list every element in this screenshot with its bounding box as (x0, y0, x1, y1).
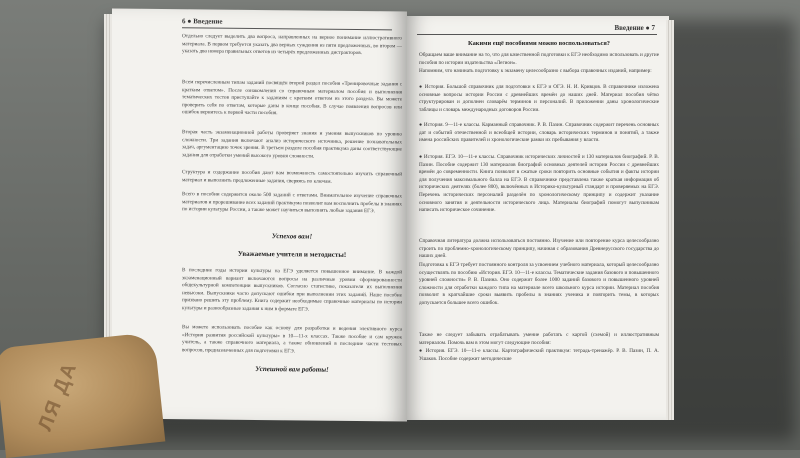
right-paragraph-5: ● История. ЕГЭ. 10—11-е классы. Справочник исторических личностей и 130 материалов биографий. Р. В. Пазин. Пособие содержит 130 материалов биографий основных деятелей истории России с древнейших времён до современности. Книга позволит в сжатые сроки повторить основные события и факты истории для получения максимального балла на ЕГЭ. В справочнике представлена также краткая информация об исторических деятелях (более 800), включённых в Историко-культурный стандарт и проверяемых на ЕГЭ. Перечень исторических персоналий разделён по хронологическому принципу и содержит указание основного занятия и деятельности исторического лица. Материалы биографий помогут выпускникам написать историческое сочинение. (419, 154, 659, 214)
left-signoff-1: Успехов вам! (271, 232, 313, 241)
burlap-cloth (0, 332, 165, 458)
right-paragraph-2: Напомним, что начинать подготовку к экзамену целесообразно с выбора справочных изданий, например: (419, 68, 652, 74)
page-edges-right (666, 20, 674, 420)
left-heading: Уважаемые учителя и методисты! (237, 249, 347, 259)
right-page (407, 16, 669, 420)
right-paragraph-8: Также не следует забывать отрабатывать умение работать с картой (схемой) и иллюстративным материалом. Помочь вам в этом могут следующие пособия: (419, 332, 659, 346)
left-paragraph-2: Всем перечисленным типам заданий посвящён второй раздел пособия «Тренировочные задания с кратким ответом». После ознакомления со справочным материалом пособия и выполнения тематических тестов приступайте к заданиям с кратким ответом из этого раздела. Вы можете проверить себя по ответам, которые даны в конце пособия. В случае появления вопросов или ошибок вернитесь к первой части пособия. (182, 79, 402, 117)
right-paragraph-9: ● История. ЕГЭ. 10—11-е классы. Картографический практикум: тетрадь-тренажёр. Р. В. Пазин, П. А. Ушаков. Пособие содержит методические (419, 348, 659, 362)
right-paragraph-6: Справочная литература должна использоваться постоянно. Изучение или повторение курса целесообразно строить по проблемно-хронологическому принципу, начиная с образования Древнерусского государства до наших дней. (419, 238, 659, 260)
right-paragraph-4: ● История. 9—11-е классы. Карманный справочник. Р. В. Пазин. Справочник содержит перечень основных дат и событий отечественной и всеобщей истории, словарь исторических терминов и понятий, а также имена российских правителей и хронологические рамки их пребывания у власти. (419, 122, 659, 144)
left-paragraph-7: Вы можете использовать пособие как основу для разработки и ведения элективного курса «История развития российской культуры» в 10—11-х классах. Также пособие и сам кружок учитель, а также справочного материала, а также обновлений в последние части тестовых вопросов, предназначенных для подготовки к ЕГЭ. (182, 324, 402, 355)
left-paragraph-4: Структура и содержание пособия дают вам возможность самостоятельно изучить справочный материал и выполнить предложенные задания, сверяясь по ключам. (182, 169, 402, 185)
cloth-print: ЛЯ ДА (34, 358, 82, 435)
left-page-header: 6 ● Введение (182, 17, 223, 26)
right-header-rule (417, 34, 657, 35)
right-page-header: Введение ● 7 (614, 24, 655, 32)
left-paragraph-3: Вторая часть экзаменационной работы проверяет знания и умения выпускников по уровню сложности. Три задания включают анализ исторического источника, решение познавательных задач, аргументацию точек зрения. В третьем разделе пособия практикума даны соответствующие задания для отработки умений высокого уровня сложности. (182, 129, 402, 160)
right-heading: Какими ещё пособиями можно воспользоваться? (468, 40, 610, 47)
left-paragraph-6: В последние годы истории культуры на ЕГЭ уделяется повышенное внимание. В каждой экзаменационный вариант включаются вопросы на различные уровни сформированности общекультурной компетенции выпускников. Согласно статистике, показатели их выполнения невысоки. Выпускники часто допускают ошибки при выполнении этих заданий. Наше пособие призвано решить эту проблему. Книга содержит необходимые справочные материалы по истории культуры и разнообразные задания к ним в формате ЕГЭ. (182, 267, 402, 313)
left-header-rule (182, 27, 392, 30)
right-paragraph-3: ● История. Большой справочник для подготовки к ЕГЭ и ОГЭ. Н. И. Кривцов. В справочнике изложена основные вопросы истории России с древнейших времён до наших дней. Материал пособия чётко структурирован и дополнен словарём терминов и персоналий. В приложении даны хронологические таблицы и словарь международных договоров России. (419, 84, 659, 113)
left-signoff-2: Успешной вам работы! (255, 364, 329, 374)
left-paragraph-5: Всего в пособии содержится около 500 заданий с ответами. Внимательное изучение справочных материалов и прорешивание всех заданий практикума позволит вам восполнить пробелы в знаниях по истории культуры России, а также может научиться выполнять любые задания ЕГЭ. (182, 191, 402, 215)
right-paragraph-7: Подготовка к ЕГЭ требует постоянного контроля за усвоением учебного материала, который целесообразно осуществлять по пособию «История. ЕГЭ. 10—11-е классы. Тематические задания базового и повышенного уровней сложности» Р. В. Пазина. Оно содержит более 1000 заданий базового и повышенного уровней сложности для отработки каждого типа на материале всего школьного курса истории. Материал пособия позволит в кратчайшие сроки выявить пробелы в знаниях ученика и повторить темы, в которых допускается большее всего ошибок. (419, 262, 659, 306)
right-paragraph-1: Обращаем ваше внимание на то, что для качественной подготовки к ЕГЭ необходимо использовать и другие пособия по истории издательства «Легион». (419, 52, 659, 66)
left-paragraph-1: Отдельно следует выделить два вопроса, направленных на верное понимание иллюстративного материала. В первом требуется указать два верных суждения из пяти предложенных, во втором — указать два номера правильных ответов из четырёх предложенных дистракторов. (182, 33, 402, 57)
